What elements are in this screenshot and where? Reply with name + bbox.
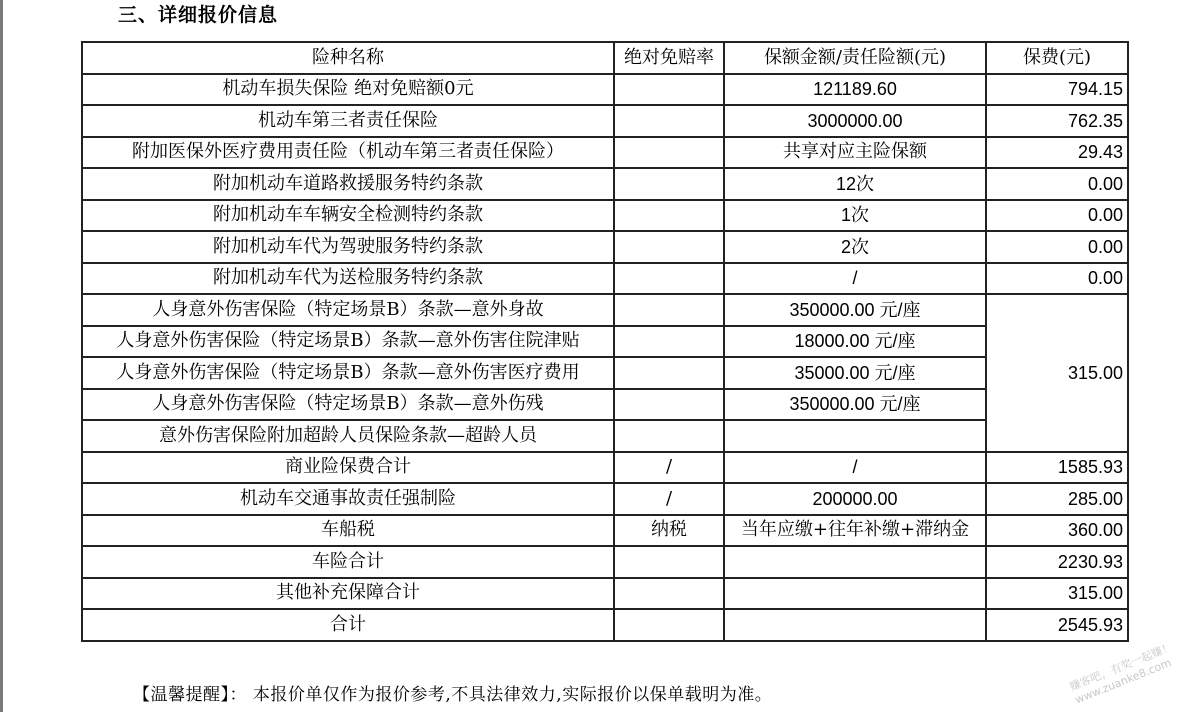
summary-row	[82, 578, 1128, 610]
row-coverage	[724, 578, 986, 610]
table-header-row	[82, 42, 1128, 74]
row-name: 意外伤害保险附加超龄人员保险条款—超龄人员	[82, 420, 614, 452]
row-name: 商业险保费合计	[82, 452, 614, 484]
row-premium: 762.35	[986, 105, 1128, 137]
row-name: 人身意外伤害保险（特定场景B）条款—意外身故	[82, 294, 614, 326]
row-deductible	[614, 389, 724, 421]
row-coverage: 2次	[724, 231, 986, 263]
row-coverage: 3000000.00	[724, 105, 986, 137]
header-deductible: 绝对免赔率	[614, 42, 724, 74]
row-coverage: 当年应缴+往年补缴+滞纳金	[724, 515, 986, 547]
summary-row	[82, 452, 1128, 484]
row-deductible: /	[614, 483, 724, 515]
row-deductible: /	[614, 452, 724, 484]
row-deductible	[614, 263, 724, 295]
row-premium: 1585.93	[986, 452, 1128, 484]
row-deductible	[614, 420, 724, 452]
row-coverage: 200000.00	[724, 483, 986, 515]
table-row	[82, 294, 1128, 326]
row-deductible	[614, 231, 724, 263]
row-name: 附加机动车车辆安全检测特约条款	[82, 200, 614, 232]
table-row	[82, 326, 1128, 358]
row-name: 附加机动车代为驾驶服务特约条款	[82, 231, 614, 263]
row-deductible	[614, 200, 724, 232]
row-premium: 794.15	[986, 74, 1128, 106]
row-deductible	[614, 546, 724, 578]
accident-group-premium: 315.00	[986, 294, 1128, 452]
row-name: 附加医保外医疗费用责任险（机动车第三者责任保险）	[82, 137, 614, 169]
row-premium: 360.00	[986, 515, 1128, 547]
row-name: 机动车第三者责任保险	[82, 105, 614, 137]
summary-row	[82, 515, 1128, 547]
summary-row	[82, 483, 1128, 515]
row-premium: 0.00	[986, 263, 1128, 295]
row-deductible	[614, 168, 724, 200]
row-coverage: 1次	[724, 200, 986, 232]
row-name: 车船税	[82, 515, 614, 547]
row-coverage: /	[724, 452, 986, 484]
row-coverage: 12次	[724, 168, 986, 200]
row-deductible: 纳税	[614, 515, 724, 547]
section-title: 三、详细报价信息	[118, 4, 279, 26]
header-premium: 保费(元)	[986, 42, 1128, 74]
row-coverage: 350000.00 元/座	[724, 294, 986, 326]
row-premium: 29.43	[986, 137, 1128, 169]
table-row	[82, 168, 1128, 200]
row-premium: 0.00	[986, 200, 1128, 232]
row-deductible	[614, 609, 724, 641]
row-deductible	[614, 578, 724, 610]
table-row	[82, 231, 1128, 263]
row-deductible	[614, 326, 724, 358]
row-premium: 315.00	[986, 578, 1128, 610]
row-premium: 2545.93	[986, 609, 1128, 641]
row-name: 机动车损失保险 绝对免赔额0元	[82, 74, 614, 106]
row-name: 人身意外伤害保险（特定场景B）条款—意外伤残	[82, 389, 614, 421]
row-premium: 0.00	[986, 168, 1128, 200]
header-name: 险种名称	[82, 42, 614, 74]
table-row	[82, 389, 1128, 421]
table-row	[82, 74, 1128, 106]
row-coverage: 121189.60	[724, 74, 986, 106]
row-premium: 0.00	[986, 231, 1128, 263]
table-row	[82, 420, 1128, 452]
summary-row-total	[82, 609, 1128, 641]
row-name: 人身意外伤害保险（特定场景B）条款—意外伤害医疗费用	[82, 357, 614, 389]
row-name: 其他补充保障合计	[82, 578, 614, 610]
table-row	[82, 200, 1128, 232]
row-name: 人身意外伤害保险（特定场景B）条款—意外伤害住院津贴	[82, 326, 614, 358]
left-edge-bar	[0, 0, 3, 712]
quote-table	[81, 41, 1129, 642]
row-name: 机动车交通事故责任强制险	[82, 483, 614, 515]
reminder-note: 【温馨提醒】： 本报价单仅作为报价参考,不具法律效力,实际报价以保单载明为准。	[133, 685, 773, 705]
table-row	[82, 137, 1128, 169]
row-coverage	[724, 609, 986, 641]
row-deductible	[614, 74, 724, 106]
summary-row	[82, 546, 1128, 578]
row-deductible	[614, 294, 724, 326]
row-name: 附加机动车道路救援服务特约条款	[82, 168, 614, 200]
watermark-text: 赚客吧，有奖一起赚！ www.zuanke8.com	[1067, 640, 1175, 707]
row-premium: 2230.93	[986, 546, 1128, 578]
row-deductible	[614, 137, 724, 169]
row-coverage	[724, 546, 986, 578]
row-coverage: /	[724, 263, 986, 295]
row-coverage	[724, 420, 986, 452]
row-deductible	[614, 357, 724, 389]
row-coverage: 350000.00 元/座	[724, 389, 986, 421]
row-name: 附加机动车代为送检服务特约条款	[82, 263, 614, 295]
row-coverage: 35000.00 元/座	[724, 357, 986, 389]
row-coverage: 共享对应主险保额	[724, 137, 986, 169]
row-deductible	[614, 105, 724, 137]
header-coverage: 保额金额/责任险额(元)	[724, 42, 986, 74]
row-name: 车险合计	[82, 546, 614, 578]
row-premium: 285.00	[986, 483, 1128, 515]
row-name: 合计	[82, 609, 614, 641]
table-row	[82, 263, 1128, 295]
table-row	[82, 105, 1128, 137]
table-row	[82, 357, 1128, 389]
row-coverage: 18000.00 元/座	[724, 326, 986, 358]
